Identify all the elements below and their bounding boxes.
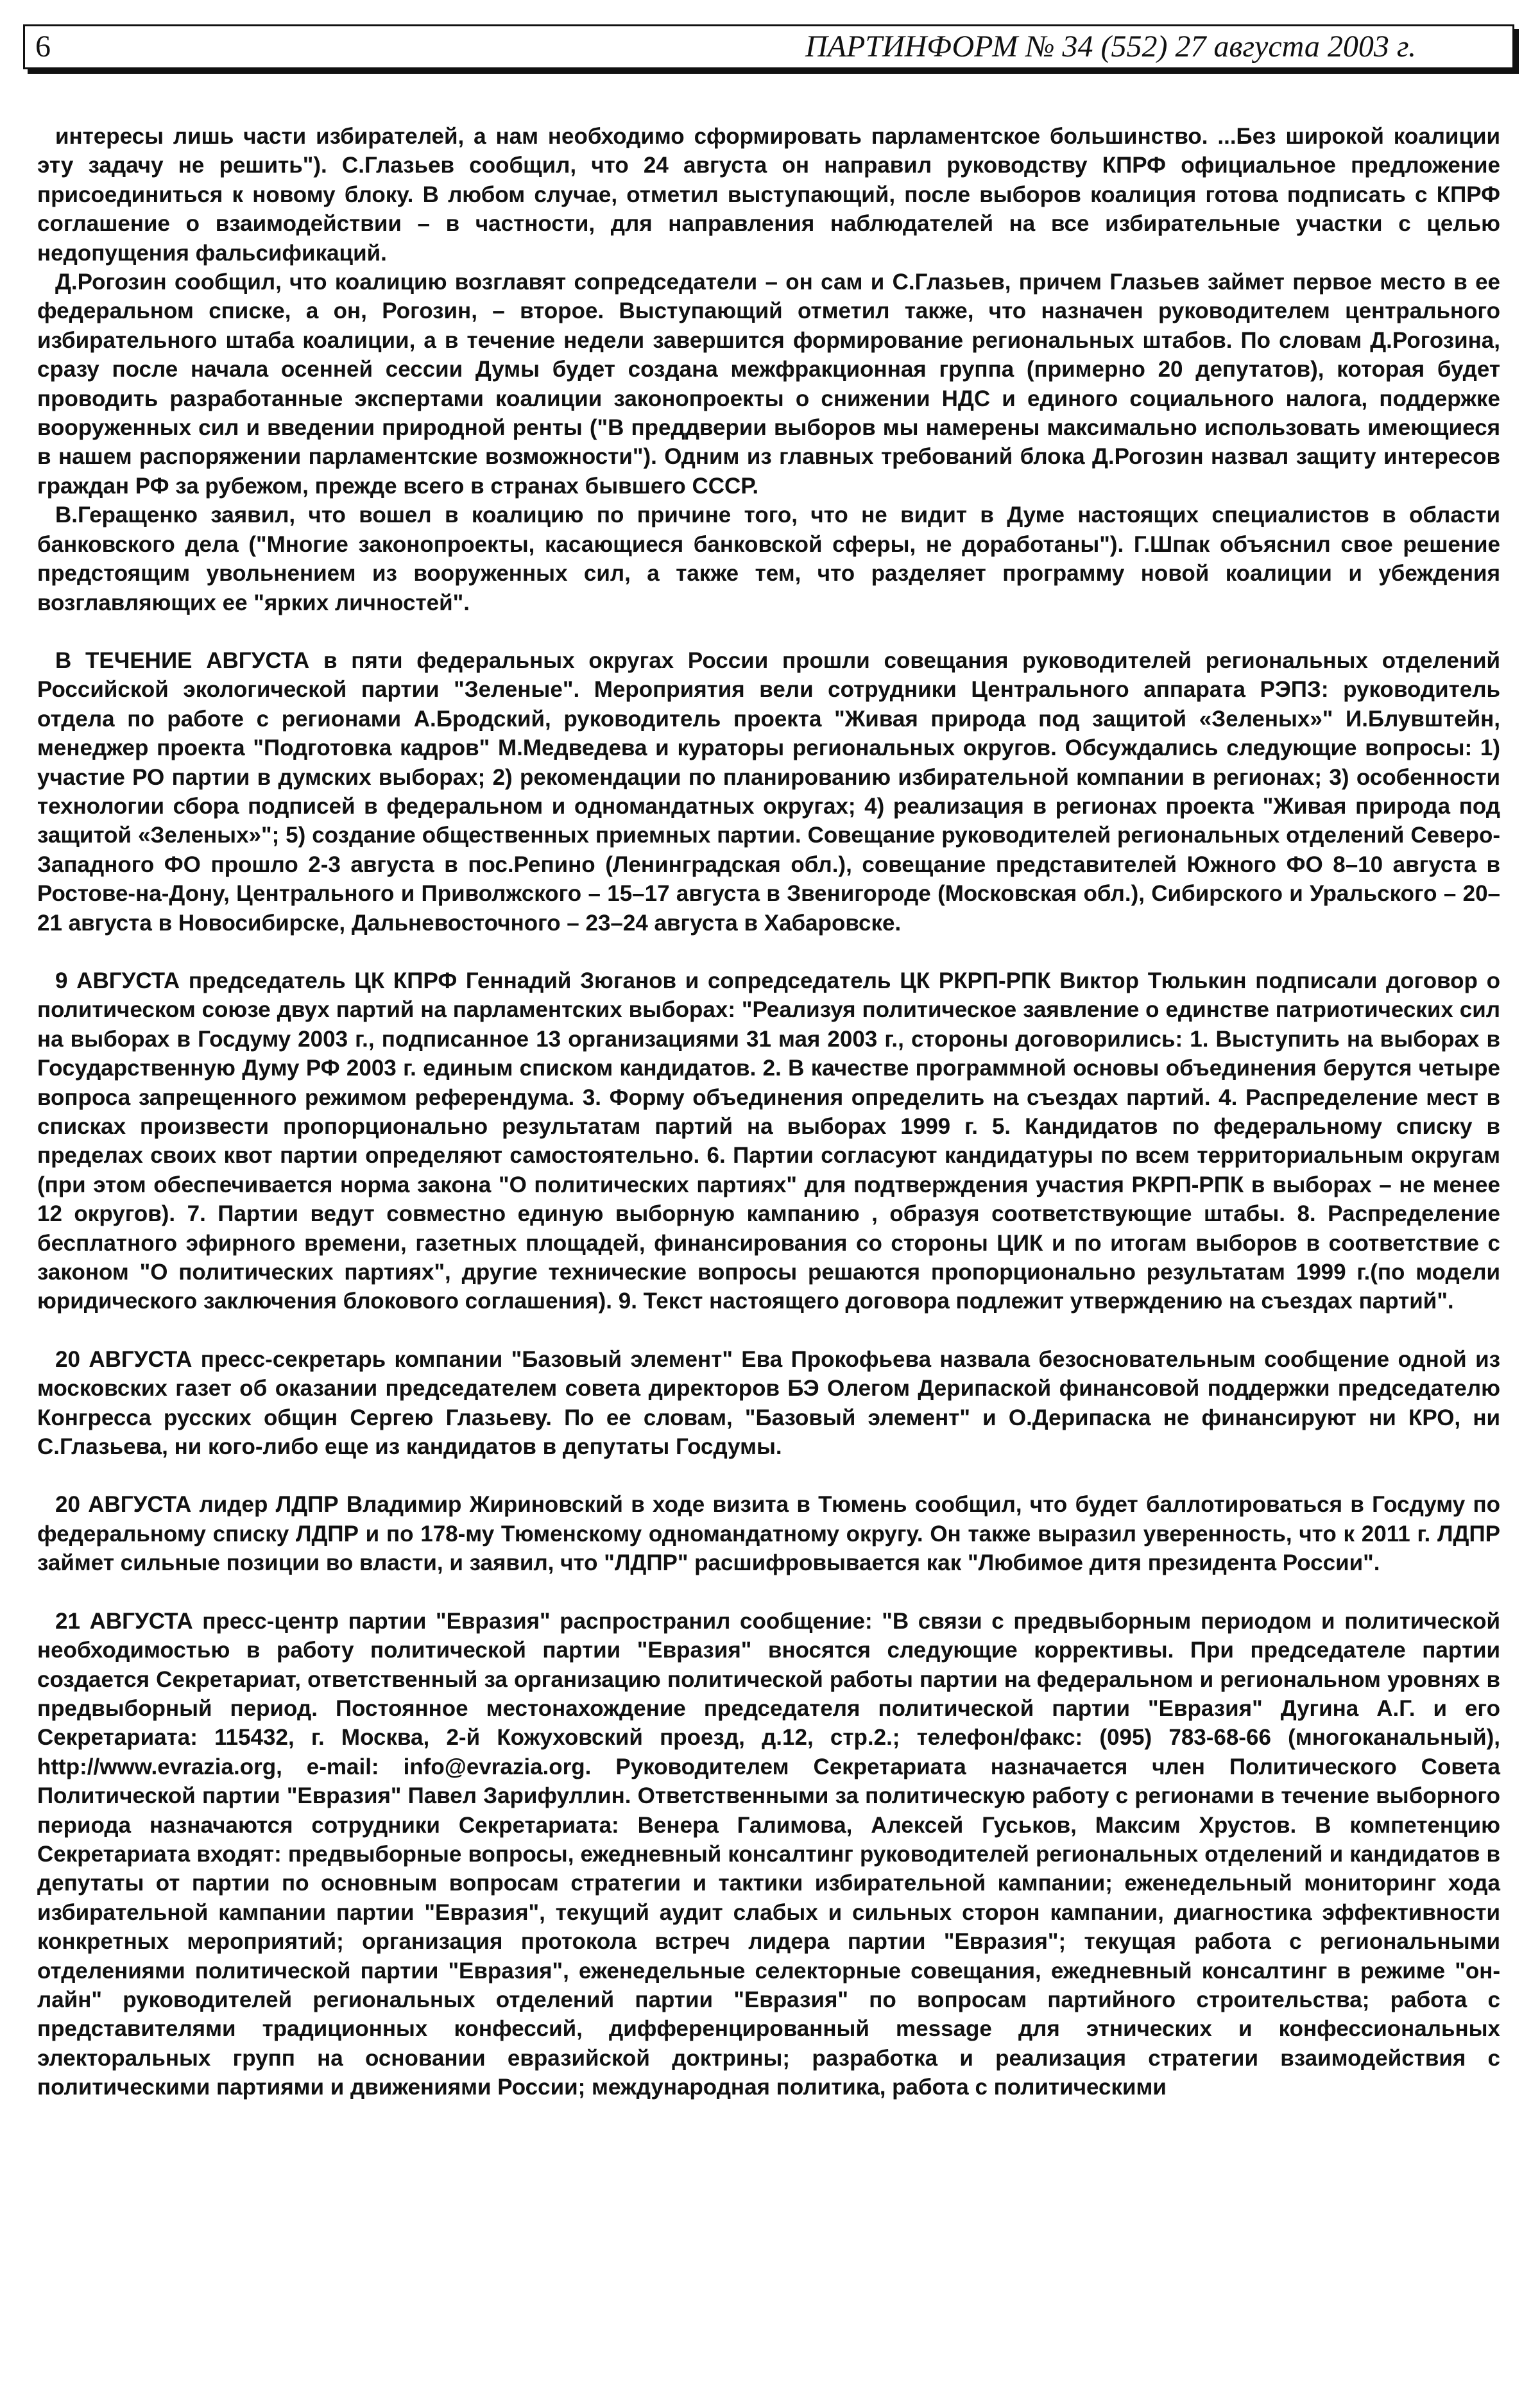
paragraph-gerashchenko: В.Геращенко заявил, что вошел в коалицию по причине того, что не видит в Думе настоящих специалистов в области банковского дела ("Многие законопроекты, касающиеся банковской сферы, не доработаны"). Г.Шпак объяснил свое решение предстоящим увольнением из вооруженных сил, а также тем, что разделяет программу новой коалиции и убеждения возглавляющих ее "ярких личностей". — [37, 502, 1500, 615]
paragraph-bazovy-element: 20 АВГУСТА пресс-секретарь компании "Базовый элемент" Ева Прокофьева назвала безосновательным сообщение одной из московских газет об оказании председателем совета директоров БЭ Олегом Дерипаской финансовой поддержки председателю Конгресса русских общин Сергею Глазьеву. По ее словам, "Базовый элемент" и О.Дерипаска не финансируют ни КРО, ни С.Глазьева, ни кого-либо еще из кандидатов в депутаты Госдумы. — [37, 1346, 1500, 1460]
paragraph-kprf-rkrp: 9 АВГУСТА председатель ЦК КПРФ Геннадий Зюганов и сопредседатель ЦК РКРП-РПК Виктор Тюлькин подписали договор о политическом союзе двух партий на парламентских выборах: "Реализуя политическое заявление о единстве патриотических сил на выборах в Госдуму 2003 г., подписанное 13 организациями 31 мая 2003 г., стороны договорились: 1. Выступить на выборах в Государственную Думу РФ 2003 г. единым списком кандидатов. 2. В качестве программной основы объединения берутся четыре вопроса запрещенного режимом референдума. 3. Форму объединения определить на съездах партий. 4. Распределение мест в списках произвести пропорционально результатам партий на выборах 1999 г. 5. Кандидатов по федеральному списку в пределах своих квот партии определяют самостоятельно. 6. Партии согласуют кандидатуры по всем территориальным округам (при этом обеспечивается норма закона "О политических партиях" для подтверждения участия РКРП-РПК в выборах – не менее 12 округов). 7. Партии ведут совместно единую выборную кампанию , образуя соответствующие штабы. 8. Распределение бесплатного эфирного времени, газетных площадей, финансирования со стороны ЦИК и по итогам выборов в соответствие с законом "О политических партиях", другие технические вопросы решаются пропорционально результатам 1999 г.(по модели юридического заключения блокового соглашения). 9. Текст настоящего договора подлежит утверждению на съездах партий". — [37, 968, 1500, 1314]
paragraph-evraziya: 21 АВГУСТА пресс-центр партии "Евразия" распространил сообщение: "В связи с предвыборным периодом и политической необходимостью в работу политической партии "Евразия" вносятся следующие коррективы. При председателе партии создается Секретариат, ответственный за организацию политической работы партии на федеральном и региональном уровнях в предвыборный период. Постоянное местонахождение председателя политической партии "Евразия" Дугина А.Г. и его Секретариата: 115432, г. Москва, 2-й Кожуховский проезд, д.12, стр.2.; телефон/факс: (095) 783-68-66 (многоканальный), http://www.evrazia.org, e-mail: info@evrazia.org. Руководителем Секретариата назначается член Политического Совета Политической партии "Евразия" Павел Зарифуллин. Ответственными за политическую работу с регионами в течение выборного периода назначаются сотрудники Секретариата: Венера Галимова, Алексей Гуськов, Максим Хрустов. В компетенцию Секретариата входят: предвыборные вопросы, ежедневный консалтинг руководителей региональных отделений и кандидатов в депутаты от партии по основным вопросам стратегии и тактики избирательной кампании; еженедельный мониторинг хода избирательной кампании партии "Евразия", текущий аудит слабых и сильных сторон кампании, диагностика эффективности конкретных мероприятий; организация протокола встреч лидера партии "Евразия"; текущая работа с региональными отделениями политической партии "Евразия", еженедельные селекторные совещания, ежедневный консалтинг в режиме "он-лайн" руководителей региональных отделений партии "Евразия" по вопросам партийного строительства; работа с представителями традиционных конфессий, дифференцированный message для этнических и конфессиональных электоральных групп на основании евразийской доктрины; разработка и реализация стратегии взаимодействия с политическими партиями и движениями России; международная политика, работа с политическими — [37, 1608, 1500, 2100]
paragraph-koalitsiya-kprf: интересы лишь части избирателей, а нам необходимо сформировать парламентское большинство. ...Без широкой коалиции эту задачу не решить"). С.Глазьев сообщил, что 24 августа он направил руководству КПРФ официальное предложение присоединиться к новому блоку. В любом случае, отметил выступающий, после выборов коалиция готова подписать с КПРФ соглашение о взаимодействии – в частности, для направления наблюдателей на все избирательные участки с целью недопущения фальсификаций. — [37, 124, 1500, 266]
page-number: 6 — [35, 30, 51, 64]
article-body — [37, 122, 1500, 2102]
paragraph-zelenye: В ТЕЧЕНИЕ АВГУСТА в пяти федеральных округах России прошли совещания руководителей региональных отделений Российской экологической партии "Зеленые". Мероприятия вели сотрудники Центрального аппарата РЭПЗ: руководитель отдела по работе с регионами А.Бродский, руководитель проекта "Живая природа под защитой «Зеленых»" И.Блувштейн, менеджер проекта "Подготовка кадров" М.Медведева и кураторы региональных округов. Обсуждались следующие вопросы: 1) участие РО партии в думских выборах; 2) рекомендации по планированию избирательной компании в регионах; 3) особенности технологии сбора подписей в федеральном и одномандатных округах; 4) реализация в регионах проекта "Живая природа под защитой «Зеленых»"; 5) создание общественных приемных партии. Совещание руководителей региональных отделений Северо-Западного ФО прошло 2-3 августа в пос.Репино (Ленинградская обл.), совещание представителей Южного ФО 8–10 августа в Ростове-на-Дону, Центрального и Приволжского – 15–17 августа в Звенигороде (Московская обл.), Сибирского и Уральского – 20–21 августа в Новосибирске, Дальневосточного – 23–24 августа в Хабаровске. — [37, 647, 1500, 936]
page-header — [23, 24, 1514, 69]
paragraph-rogozin: Д.Рогозин сообщил, что коалицию возглавят сопредседатели – он сам и С.Глазьев, причем Глазьев займет первое место в ее федеральном списке, а он, Рогозин, – второе. Выступающий отметил также, что назначен руководителем центрального избирательного штаба коалиции, а в течение недели завершится формирование региональных штабов. По словам Д.Рогозина, сразу после начала осенней сессии Думы будет создана межфракционная группа (примерно 20 депутатов), которая будет проводить разработанные экспертами коалиции законопроекты о снижении НДС и единого социального налога, поддержке вооруженных сил и введении природной ренты ("В преддверии выборов мы намерены максимально использовать имеющиеся в нашем распоряжении парламентские возможности"). Одним из главных требований блока Д.Рогозин назвал защиту интересов граждан РФ за рубежом, прежде всего в странах бывшего СССР. — [37, 270, 1500, 499]
issue-title: ПАРТИНФОРМ № 34 (552) 27 августа 2003 г. — [805, 30, 1416, 64]
paragraph-ldpr: 20 АВГУСТА лидер ЛДПР Владимир Жириновский в ходе визита в Тюмень сообщил, что будет баллотироваться в Госдуму по федеральному списку ЛДПР и по 178-му Тюменскому одномандатному округу. Он также выразил уверенность, что к 2011 г. ЛДПР займет сильные позиции во власти, и заявил, что "ЛДПР" расшифровывается как "Любимое дитя президента России". — [37, 1492, 1500, 1576]
